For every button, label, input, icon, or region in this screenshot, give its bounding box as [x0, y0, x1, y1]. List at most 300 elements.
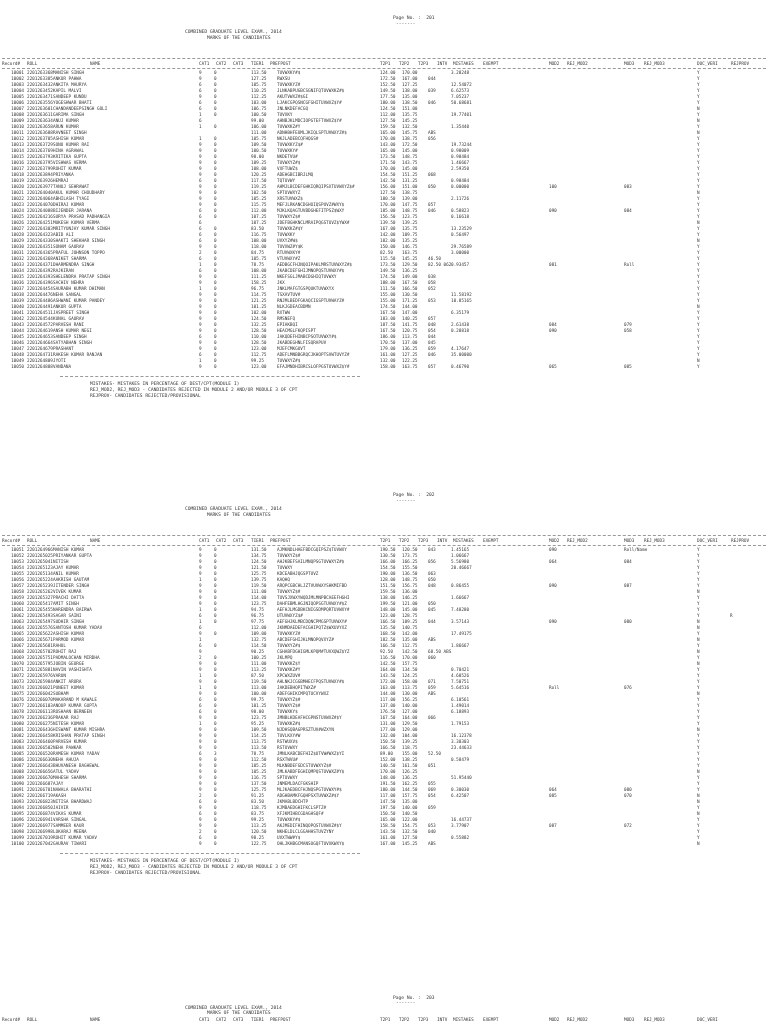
cell-cat2: 0	[214, 812, 217, 817]
cell-cat2: 0	[214, 548, 217, 553]
cell-t2p1: 191.50	[380, 782, 396, 787]
cell-name: HEMRAJ	[53, 179, 69, 184]
cell-cat1: 1	[199, 686, 202, 691]
col-t2p2: T2P2	[399, 1018, 410, 1023]
cell-mistakes: 50.68681	[451, 101, 472, 106]
cell-tier1: 122.75	[251, 842, 267, 847]
cell-doc-veri: Y	[697, 233, 700, 238]
cell-cat1: 9	[199, 347, 202, 352]
cell-mod2: 087	[549, 824, 557, 829]
cell-record: 10039	[11, 299, 24, 304]
cell-prefpost: JDEFBGHKNCLMRAIPQGSTUVZ$YWX#	[277, 221, 350, 226]
cell-cat1: 9	[199, 311, 202, 316]
col-roll: ROLL	[27, 539, 38, 544]
cell-t2p1: 182.00	[380, 239, 396, 244]
cell-roll: 2201264679	[27, 347, 53, 352]
column-header-row	[0, 1018, 768, 1024]
cell-roll: 2201266275	[27, 722, 53, 727]
cell-name: VIVEK KUMAR	[53, 590, 82, 595]
cell-record: 10025	[11, 215, 24, 220]
cell-record: 10006	[11, 101, 24, 106]
cell-name: ANSH KUMAR NEGI	[53, 329, 92, 334]
cell-roll: 2201263799	[27, 167, 53, 172]
cell-cat2: 0	[214, 107, 217, 112]
cell-t2p2: 136.25	[402, 776, 418, 781]
cell-t2p2: 138.75	[402, 137, 418, 142]
cell-t2p2: 144.50	[402, 788, 418, 793]
cell-t2p1: 197.50	[380, 806, 396, 811]
cell-cat2: 0	[214, 776, 217, 781]
cell-roll: 2201263432	[27, 83, 53, 88]
cell-mod2: 090	[549, 209, 557, 214]
cell-record: 10036	[11, 281, 24, 286]
cell-mod2: 084	[549, 323, 557, 328]
cell-doc-veri: Y	[697, 143, 700, 148]
cell-cat2: 0	[214, 830, 217, 835]
cell-tier1: 124.50	[251, 560, 267, 565]
cell-cat1: 9	[199, 668, 202, 673]
cell-name: PUNEET KUMAR	[53, 686, 85, 691]
cell-cat2: 0	[214, 620, 217, 625]
cell-mistakes: 1.46667	[451, 161, 470, 166]
cell-t2p2: 109.25	[402, 620, 418, 625]
cell-record: 10072	[11, 674, 24, 679]
cell-roll: 2201264371	[27, 263, 53, 268]
cell-prefpost: KDCEABHJQGSPTUVZ	[277, 572, 319, 577]
cell-tier1: 100.50	[251, 113, 267, 118]
cell-prefpost: AKUTVWXZ#$GI	[277, 95, 309, 100]
cell-tier1: 112.25	[251, 95, 267, 100]
cell-name: ARUN KUMAR	[53, 125, 79, 130]
cell-cat1: 6	[199, 83, 202, 88]
col-intv: INTV	[437, 62, 448, 67]
cell-intv: 058	[428, 281, 436, 286]
cell-t2p1: 174.50	[380, 305, 396, 310]
cell-intv: 68.50 ABS	[428, 650, 452, 655]
cell-doc-veri: Y	[697, 263, 700, 268]
cell-tier1: 98.25	[251, 836, 264, 841]
cell-tier1: 110.00	[251, 335, 267, 340]
cell-t2p2: 163.75	[402, 251, 418, 256]
cell-t2p2: 156.25	[402, 698, 418, 703]
cell-intv: 059	[428, 806, 436, 811]
cell-t2p2: 127.25	[402, 83, 418, 88]
cell-mistakes: 23.44633	[451, 746, 472, 751]
cell-name: RAJKIRAN	[53, 269, 74, 274]
cell-mistakes: 0.98484	[451, 179, 470, 184]
cell-t2p2: 131.25	[402, 179, 418, 184]
cell-cat1: 2	[199, 251, 202, 256]
cell-cat1: 9	[199, 602, 202, 607]
cell-prefpost: JLNKABPUGBCSGNIFQTUVWXKZ#$	[277, 89, 345, 94]
cell-tier1: 119.25	[251, 185, 267, 190]
cell-cat1: 6	[199, 89, 202, 94]
cell-tier1: 127.25	[251, 77, 267, 82]
cell-mod3: 080	[624, 620, 632, 625]
cell-record: 10009	[11, 119, 24, 124]
cell-doc-veri: N	[697, 842, 700, 847]
cell-record: 10069	[11, 656, 24, 661]
cell-doc-veri: N	[697, 131, 700, 136]
cell-tier1: 132.75	[251, 638, 267, 643]
cell-name: SONU KUMAR RAI	[53, 143, 90, 148]
col-exempt: EXEMPT	[483, 62, 499, 67]
cell-mod3: 084	[624, 209, 632, 214]
cell-prefpost: TUVWXKYZ$#	[277, 143, 303, 148]
cell-t2p1: 148.00	[380, 776, 396, 781]
cell-roll: 2201266687	[27, 782, 53, 787]
cell-prefpost: ADEFLMNBBGRQCJKHOPTSVWTUVYZ#	[277, 353, 350, 358]
col-cat3: CAT3	[233, 539, 244, 544]
cell-cat1: 6	[199, 800, 202, 805]
cell-t2p2: 157.75	[402, 794, 418, 799]
cell-tier1: 120.25	[251, 173, 267, 178]
table-row	[0, 842, 768, 848]
cell-t2p1: 132.00	[380, 734, 396, 739]
cell-cat1: 9	[199, 584, 202, 589]
cell-intv: 059	[428, 347, 436, 352]
cell-doc-veri: Y	[697, 608, 700, 613]
cell-record: 10040	[11, 305, 24, 310]
cell-roll: 2201264396	[27, 281, 53, 286]
cell-t2p1: 115.50	[380, 257, 396, 262]
cell-cat2: 0	[214, 167, 217, 172]
cell-name: SAGAR SAINI	[53, 614, 82, 619]
cell-mistakes: 0.58479	[451, 758, 470, 763]
cell-prefpost: JKMABLBDCHTP	[277, 800, 309, 805]
cell-t2p1: 130.50	[380, 554, 396, 559]
cell-tier1: 96.75	[251, 614, 264, 619]
cell-roll: 2201263926	[27, 179, 53, 184]
cell-t2p1: 132.00	[380, 359, 396, 364]
cell-t2p1: 152.50	[380, 83, 396, 88]
cell-mistakes: 3.77907	[451, 824, 470, 829]
cell-tier1: 121.25	[251, 299, 267, 304]
cell-t2p1: 166.50	[380, 620, 396, 625]
cell-prefpost: MLKNBDEFGDCSTUVWXYZ$#	[277, 764, 332, 769]
cell-mistakes: 3.28248	[451, 71, 470, 76]
cell-record: 10079	[11, 716, 24, 721]
cell-tier1: 111.00	[251, 662, 267, 667]
cell-t2p2: 145.00	[402, 149, 418, 154]
cell-prefpost: RWXSU	[277, 77, 290, 82]
cell-doc-veri: Y	[697, 155, 700, 160]
col-rejprov: REJPROV	[731, 539, 750, 544]
cell-t2p2: 135.75	[402, 113, 418, 118]
col-rejprov: REJPROV	[731, 62, 750, 67]
cell-cat1: 6	[199, 644, 202, 649]
cell-tier1: 117.50	[251, 179, 267, 184]
cell-prefpost: EFAJMNDHIBRCSLOFPGSTUVWXZ$Y#	[277, 365, 350, 370]
cell-mistakes: 3.00000	[451, 251, 470, 256]
cell-tier1: 102.00	[251, 311, 267, 316]
cell-cat2: 0	[214, 353, 217, 358]
cell-t2p2: 145.75	[402, 131, 418, 136]
cell-name: ASHISH KUMAR	[53, 632, 85, 637]
cell-t2p1: 156.00	[380, 185, 396, 190]
cell-t2p2: 156.75	[402, 584, 418, 589]
cell-t2p2: 104.00	[402, 734, 418, 739]
cell-mod3: 083	[624, 185, 632, 190]
cell-cat1: 9	[199, 632, 202, 637]
page-number-underline: -------	[396, 22, 416, 27]
cell-mistakes: 20.46667	[451, 566, 472, 571]
cell-t2p2: 173.75	[402, 554, 418, 559]
cell-tier1: 101.25	[251, 704, 267, 709]
cell-t2p1: 123.00	[380, 614, 396, 619]
cell-roll: 2201263601	[27, 107, 53, 112]
cell-t2p1: 150.50	[380, 812, 396, 817]
cell-roll: 2201264368	[27, 257, 53, 262]
cell-roll: 2201266042	[27, 692, 53, 697]
cell-roll: 2201264476	[27, 293, 53, 298]
cell-roll: 2201264486	[27, 299, 53, 304]
cell-cat1: 9	[199, 596, 202, 601]
cell-prefpost: AEFHJLMGDBKCNIGSDMPQRTUVWXY#	[277, 608, 350, 613]
cell-doc-veri: Y	[697, 341, 700, 346]
cell-intv: 059	[428, 686, 436, 691]
cell-mistakes: 0.00000	[451, 185, 470, 190]
cell-mod2: 090	[549, 584, 557, 589]
cell-doc-veri: Y	[697, 299, 700, 304]
cell-name: RAHUL	[53, 644, 66, 649]
cell-t2p1: 151.50	[380, 584, 396, 589]
cell-t2p1: 170.00	[380, 137, 396, 142]
cell-mistakes: 0.98484	[451, 155, 470, 160]
cell-mistakes: 1.35440	[451, 125, 470, 130]
cell-doc-veri: Y	[697, 686, 700, 691]
cell-t2p2: 135.75	[402, 227, 418, 232]
cell-record: 10020	[11, 185, 24, 190]
cell-name: VANDANA	[53, 365, 72, 370]
cell-cat1: 9	[199, 161, 202, 166]
cell-name: PRASHANT	[53, 347, 74, 352]
cell-tier1: 107.25	[251, 221, 267, 226]
cell-roll: 2201267019	[27, 836, 53, 841]
cell-doc-veri: Y	[697, 752, 700, 757]
cell-t2p2: 145.25	[402, 119, 418, 124]
cell-doc-veri: Y	[697, 554, 700, 559]
cell-tier1: 114.75	[251, 293, 267, 298]
cell-t2p2: 147.75	[402, 203, 418, 208]
col-cat1: CAT1	[199, 1018, 210, 1023]
cell-record: 10075	[11, 692, 24, 697]
cell-t2p1: 167.00	[380, 227, 396, 232]
cell-doc-veri: Y	[697, 269, 700, 274]
cell-prefpost: TUVWXKY$	[277, 710, 298, 715]
cell-intv: 048	[428, 584, 436, 589]
cell-roll: 2201266670	[27, 776, 53, 781]
cell-tier1: 139.75	[251, 578, 267, 583]
col-name: NAME	[90, 62, 101, 67]
cell-cat1: 6	[199, 704, 202, 709]
cell-record: 10027	[11, 227, 24, 232]
cell-cat2: 0	[214, 566, 217, 571]
cell-t2p1: 167.50	[380, 329, 396, 334]
cell-t2p2: 141.75	[402, 323, 418, 328]
cell-t2p1: 159.50	[380, 590, 396, 595]
cell-intv: ABS	[428, 692, 436, 697]
cell-name: PARMOD KUMAR	[53, 638, 85, 643]
cell-doc-veri: Y	[697, 746, 700, 751]
cell-cat1: 6	[199, 614, 202, 619]
cell-name: AJAY KUMAR	[53, 566, 79, 571]
cell-t2p2: 151.00	[402, 185, 418, 190]
cell-cat1: 6	[199, 335, 202, 340]
cell-roll: 2201265262	[27, 590, 53, 595]
cell-roll: 2201266103	[27, 704, 53, 709]
cell-cat2: 0	[214, 71, 217, 76]
cell-tier1: 113.50	[251, 71, 267, 76]
cell-t2p1: 127.50	[380, 191, 396, 196]
cell-mistakes: 0.70421	[451, 668, 470, 673]
cell-name: HINA AGRAWAL	[53, 149, 85, 154]
cell-name: VIKAS KUMAR	[53, 812, 82, 817]
header-rule-bottom	[2, 545, 766, 546]
col-cat1: CAT1	[199, 539, 210, 544]
cell-doc-veri: Y	[697, 215, 700, 220]
cell-cat2: 0	[214, 365, 217, 370]
cell-cat1: 9	[199, 746, 202, 751]
cell-roll: 2201264511	[27, 311, 53, 316]
cell-t2p2: 146.75	[402, 245, 418, 250]
cell-cat1: 6	[199, 836, 202, 841]
cell-cat1: 9	[199, 566, 202, 571]
cell-roll: 2201265751	[27, 656, 53, 661]
cell-cat2: 0	[214, 269, 217, 274]
cell-roll: 2201265622	[27, 632, 53, 637]
cell-t2p1: 144.00	[380, 692, 396, 697]
cell-record: 10053	[11, 560, 24, 565]
cell-record: 10002	[11, 77, 24, 82]
cell-cat2: 0	[214, 770, 217, 775]
cell-t2p2: 139.00	[402, 197, 418, 202]
cell-record: 10022	[11, 197, 24, 202]
cell-record: 10057	[11, 584, 24, 589]
cell-intv: 050	[428, 578, 436, 583]
cell-cat1: 9	[199, 155, 202, 160]
cell-tier1: 123.00	[251, 347, 267, 352]
cell-cat2: 0	[214, 824, 217, 829]
cell-prefpost: JNLNKDEFACGQ	[277, 107, 309, 112]
cell-t2p1: 116.50	[380, 656, 396, 661]
cell-t2p2: 127.00	[402, 710, 418, 715]
cell-roll: 2201264303	[27, 227, 53, 232]
cell-intv: 052	[428, 287, 436, 292]
cell-t2p2: 134.50	[402, 668, 418, 673]
cell-cat2: 0	[214, 572, 217, 577]
cell-record: 10005	[11, 95, 24, 100]
cell-record: 10050	[11, 365, 24, 370]
cell-name: JYOTI	[53, 359, 66, 364]
cell-tier1: 108.00	[251, 269, 267, 274]
cell-t2p2: 170.00	[402, 656, 418, 661]
cell-t2p2: 135.00	[402, 800, 418, 805]
cell-t2p2: 140.50	[402, 812, 418, 817]
cell-cat1: 9	[199, 323, 202, 328]
cell-tier1: 94.75	[251, 608, 264, 613]
cell-t2p1: 167.50	[380, 716, 396, 721]
cell-mod2: 090	[549, 329, 557, 334]
cell-prefpost: KJMBAEDGHIFKCLSPTZ#	[277, 806, 327, 811]
cell-record: 10043	[11, 323, 24, 328]
cell-roll: 2201264070	[27, 203, 53, 208]
cell-prefpost: TUVWXKYZ#	[277, 83, 301, 88]
cell-prefpost: TUVWXKZ#$	[277, 722, 301, 727]
cell-doc-veri: N	[697, 590, 700, 595]
cell-record: 10004	[11, 89, 24, 94]
cell-prefpost: TUVWXYZ$#	[277, 590, 301, 595]
cell-t2p2: 167.00	[402, 77, 418, 82]
cell-record: 10063	[11, 620, 24, 625]
cell-record: 10026	[11, 221, 24, 226]
cell-t2p1: 127.50	[380, 119, 396, 124]
cell-cat2: 0	[214, 359, 217, 364]
cell-prefpost: AEDBGCFHJNQOIPAKLMRSTUVWXYZ#$	[277, 263, 353, 268]
cell-record: 10008	[11, 113, 24, 118]
cell-t2p1: 124.00	[380, 71, 396, 76]
cell-prefpost: XRSTUVWXZ$	[277, 197, 303, 202]
cell-t2p1: 166.50	[380, 746, 396, 751]
cell-t2p2: 148.75	[402, 209, 418, 214]
cell-tier1: 123.75	[251, 716, 267, 721]
cell-intv: 055	[428, 782, 436, 787]
cell-t2p2: 135.00	[402, 638, 418, 643]
cell-doc-veri: Y	[697, 287, 700, 292]
cell-roll: 2201263658	[27, 125, 53, 130]
cell-cat1: 9	[199, 548, 202, 553]
cell-intv: 045	[428, 608, 436, 613]
cell-record: 10076	[11, 698, 24, 703]
cell-t2p1: 142.50	[380, 179, 396, 184]
cell-record: 10037	[11, 287, 24, 292]
col-record: Record#	[2, 539, 21, 544]
cell-name: NEHA AHUJA	[53, 758, 79, 763]
cell-roll: 2201264251	[27, 221, 53, 226]
cell-name: MAKARAND M KAWALE	[53, 698, 97, 703]
cell-name: VARSHA SINGAL	[53, 818, 87, 823]
cell-cat2: 0	[214, 818, 217, 823]
col-t2p1: T2P1	[380, 539, 391, 544]
cell-record: 10011	[11, 131, 24, 136]
cell-t2p1: 143.50	[380, 830, 396, 835]
col-exempt: EXEMPT	[483, 539, 499, 544]
cell-intv: 054	[428, 794, 436, 799]
cell-cat2: 0	[214, 554, 217, 559]
cell-t2p2: 148.75	[402, 578, 418, 583]
cell-prefpost: RMSNEFQ	[277, 317, 296, 322]
col-rej-mod3: REJ_MOD3	[644, 62, 665, 67]
cell-prefpost: JMLKABDFEGHIQMPQSTUVWXZ#Y$	[277, 770, 345, 775]
cell-prefpost: SPTUVWXYZ	[277, 191, 301, 196]
cell-record: 10096	[11, 818, 24, 823]
cell-t2p1: 182.50	[380, 638, 396, 643]
cell-record: 10058	[11, 590, 24, 595]
cell-t2p1: 165.00	[380, 149, 396, 154]
cell-tier1: 134.75	[251, 554, 267, 559]
cell-prefpost: AHJKBEFSAILMNQPSGTUVWXYZ#$	[277, 560, 345, 565]
cell-mod3: 087	[624, 584, 632, 589]
col-tier1: TIER1	[251, 62, 264, 67]
cell-intv: 045	[428, 341, 436, 346]
cell-mistakes: 1.66667	[451, 596, 470, 601]
cell-t2p2: 161.50	[402, 764, 418, 769]
cell-mistakes: 4.60526	[451, 674, 470, 679]
cell-t2p1: 154.50	[380, 566, 396, 571]
footnote-rej-mod: REJ_MOD2, REJ_MOD3 - CANDIDATES REJECTED IN MODULE 2 AND/OR MODULE 3 OF CPT	[90, 388, 298, 393]
cell-mistakes: 5.56980	[451, 560, 470, 565]
cell-intv: 057	[428, 317, 436, 322]
